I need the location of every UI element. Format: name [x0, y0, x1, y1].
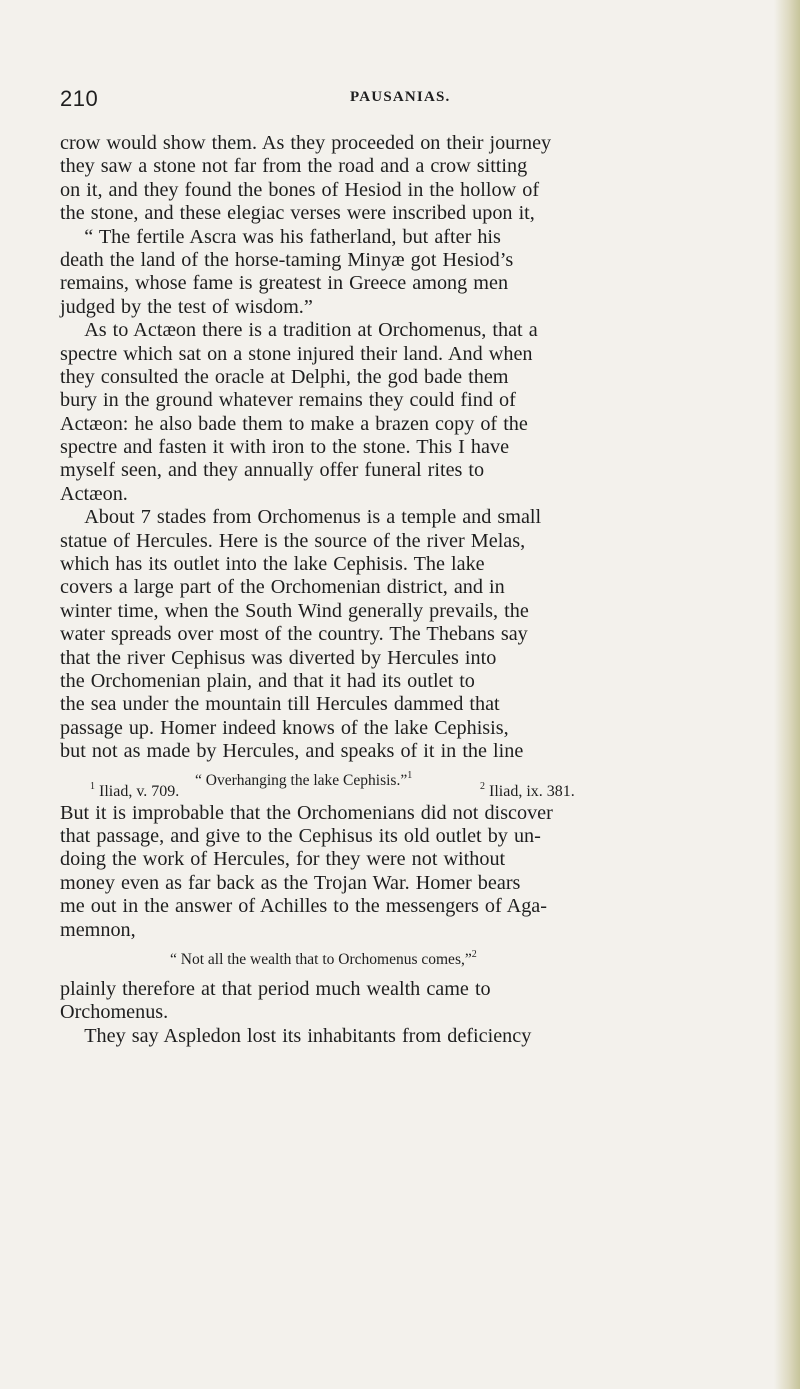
- text-line: which has its outlet into the lake Cephisis. The lake: [60, 553, 485, 576]
- text-line: Actæon: he also bade them to make a brazen copy of the: [60, 412, 528, 435]
- text-line: doing the work of Hercules, for they were not without: [60, 848, 506, 871]
- verse-quote: [60, 942, 750, 978]
- running-head: [60, 86, 740, 116]
- text-line: but not as made by Hercules, and speaks of it in the line: [60, 740, 524, 763]
- text-line: About 7 stades from Orchomenus is a temple and small: [60, 506, 542, 529]
- text-line: memnon,: [60, 918, 136, 941]
- text-line: statue of Hercules. Here is the source of the river Melas,: [60, 529, 526, 552]
- text-line: the stone, and these elegiac verses were inscribed upon it,: [60, 202, 535, 225]
- text-line: “ The fertile Ascra was his fatherland, but after his: [60, 225, 501, 248]
- text-line: me out in the answer of Achilles to the messengers of Aga-: [60, 895, 547, 918]
- footnote-mark: 1: [90, 781, 95, 792]
- text-line: the sea under the mountain till Hercules dammed that: [60, 693, 500, 716]
- footnotes: [60, 780, 750, 802]
- text-line: the Orchomenian plain, and that it had its outlet to: [60, 669, 475, 692]
- text-line: But it is improbable that the Orchomenians did not discover: [60, 801, 553, 824]
- text-line: myself seen, and they annually offer funeral rites to: [60, 459, 485, 482]
- page-number: 210: [60, 86, 99, 111]
- text-line: Orchomenus.: [60, 1001, 169, 1024]
- footnote-ref: 1: [407, 769, 413, 781]
- quote-text: “ Overhanging the lake Cephisis.”: [195, 771, 408, 789]
- text-line: crow would show them. As they proceeded on their journey: [60, 132, 552, 154]
- text-line: As to Actæon there is a tradition at Orchomenus, that a: [60, 319, 538, 342]
- text-line: death the land of the horse-taming Minyæ got Hesiod’s: [60, 248, 514, 271]
- page-edge-shadow: [774, 0, 800, 1389]
- text-line: covers a large part of the Orchomenian district, and in: [60, 576, 505, 599]
- text-line: Actæon.: [60, 482, 128, 505]
- text-line: winter time, when the South Wind generally prevails, the: [60, 599, 529, 622]
- footnote-ref: 2: [471, 948, 477, 960]
- footnote-1: [90, 780, 179, 803]
- text-line: remains, whose fame is greatest in Greece among men: [60, 272, 509, 295]
- quote-text: “ Not all the wealth that to Orchomenus comes,”: [170, 950, 472, 968]
- footnote-mark: 2: [480, 781, 485, 792]
- text-line: passage up. Homer indeed knows of the lake Cephisis,: [60, 716, 509, 739]
- footnote-text: Iliad, ix. 381.: [489, 783, 575, 800]
- text-line: they consulted the oracle at Delphi, the god bade them: [60, 365, 509, 388]
- text-line: plainly therefore at that period much wealth came to: [60, 977, 491, 1000]
- text-line: that passage, and give to the Cephisus its old outlet by un-: [60, 824, 541, 847]
- footnote-text: Iliad, v. 709.: [99, 783, 180, 800]
- text-line: money even as far back as the Trojan War. Homer bears: [60, 871, 521, 894]
- text-line: spectre which sat on a stone injured their land. And when: [60, 342, 533, 365]
- text-line: spectre and fasten it with iron to the stone. This I have: [60, 436, 510, 459]
- body-text: [60, 132, 750, 1048]
- text-line: they saw a stone not far from the road and a crow sitting: [60, 155, 528, 178]
- text-line: on it, and they found the bones of Hesiod in the hollow of: [60, 178, 540, 201]
- text-line: judged by the test of wisdom.”: [60, 295, 313, 318]
- text-line: water spreads over most of the country. The Thebans say: [60, 623, 528, 646]
- footnote-2: [480, 780, 575, 803]
- running-title: PAUSANIAS.: [350, 89, 451, 105]
- text-line: bury in the ground whatever remains they could find of: [60, 389, 516, 412]
- text-line: They say Aspledon lost its inhabitants from deficiency: [60, 1024, 532, 1047]
- text-line: that the river Cephisus was diverted by Hercules into: [60, 646, 497, 669]
